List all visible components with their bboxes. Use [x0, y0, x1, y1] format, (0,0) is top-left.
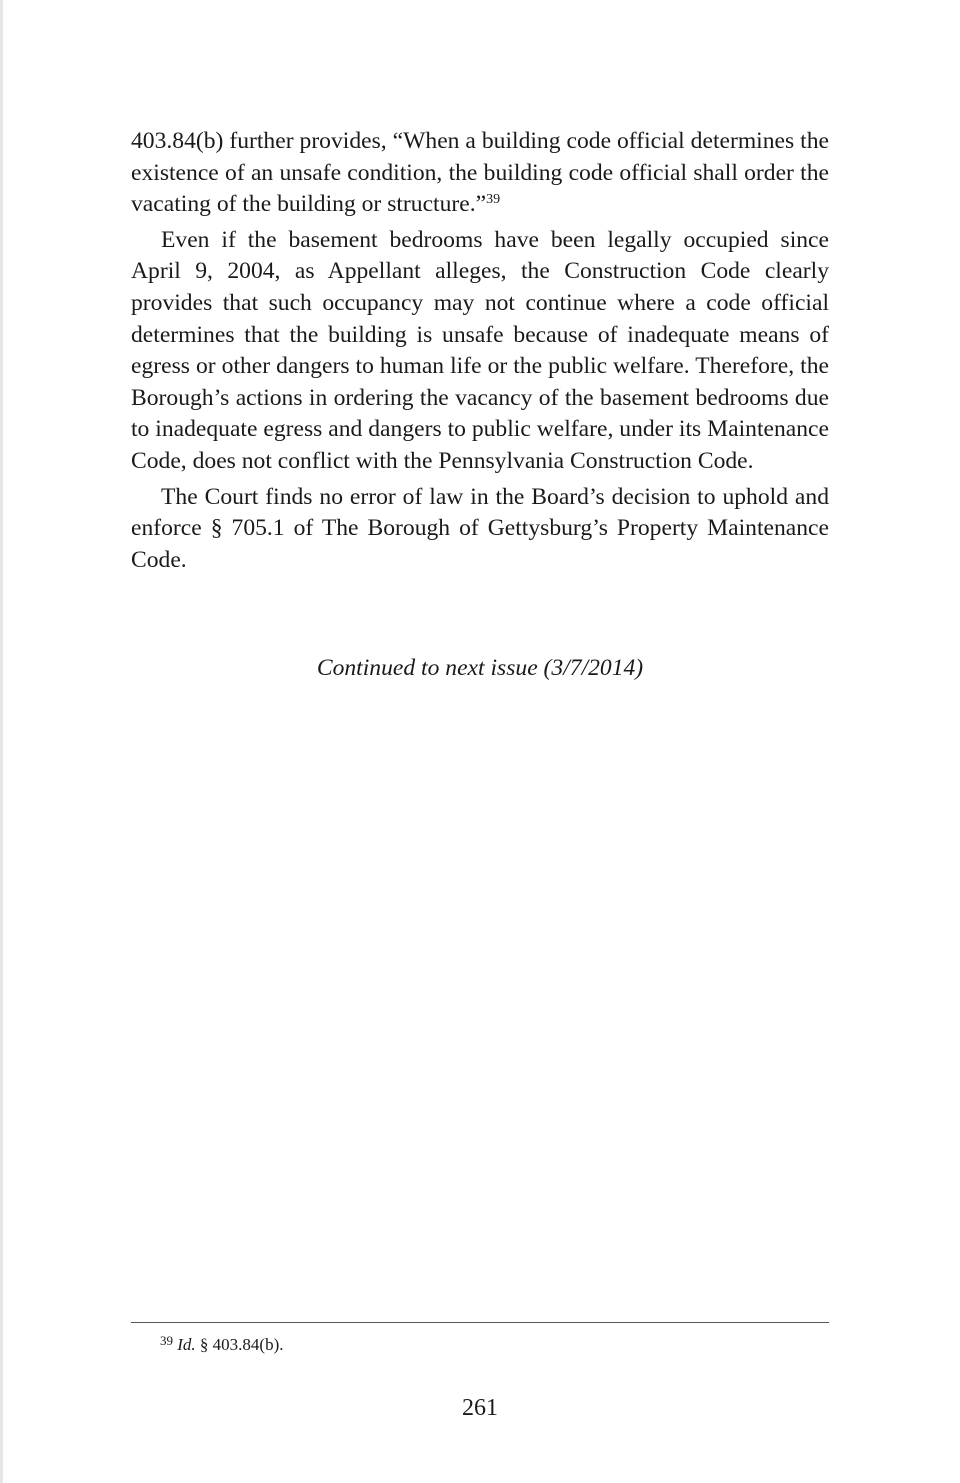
paragraph-3: The Court finds no error of law in the Board’s decision to uphold and enforce § 705.1 of The Borough of Gettysburg’s Property Maintenance Code. — [131, 483, 829, 573]
footnote-citation: § 403.84(b). — [195, 1335, 284, 1354]
paragraph-1 — [131, 126, 829, 221]
paragraph-1-text: 403.84(b) further provides, “When a building code official determines the existence of an unsafe condition, the building code official shall order the vacating of the building or structure.” — [131, 128, 829, 218]
footnote-citation-italic: Id. — [177, 1335, 196, 1354]
paragraph-2: Even if the basement bedrooms have been legally occupied since April 9, 2004, as Appellant alleges, the Construction Code clearly provides that such occupancy may not continue where a code official determines that the building is unsafe because of inadequate means of egress or other dangers to human life or the public welfare. Therefore, the Borough’s actions in ordering the vacancy of the basement bedrooms due to inadequate egress and dangers to public welfare, under its Maintenance Code, does not conflict with the Pennsylvania Construction Code. — [131, 226, 829, 474]
body-text — [131, 126, 829, 576]
continued-note: Continued to next issue (3/7/2014) — [316, 655, 644, 681]
footnote-number: 39 — [160, 1333, 173, 1348]
footnote-reference: 39 — [486, 192, 501, 208]
page-edge — [0, 0, 3, 1483]
footnote-39 — [160, 1333, 284, 1357]
footnote-divider — [131, 1322, 829, 1323]
page-number: 261 — [462, 1395, 498, 1421]
